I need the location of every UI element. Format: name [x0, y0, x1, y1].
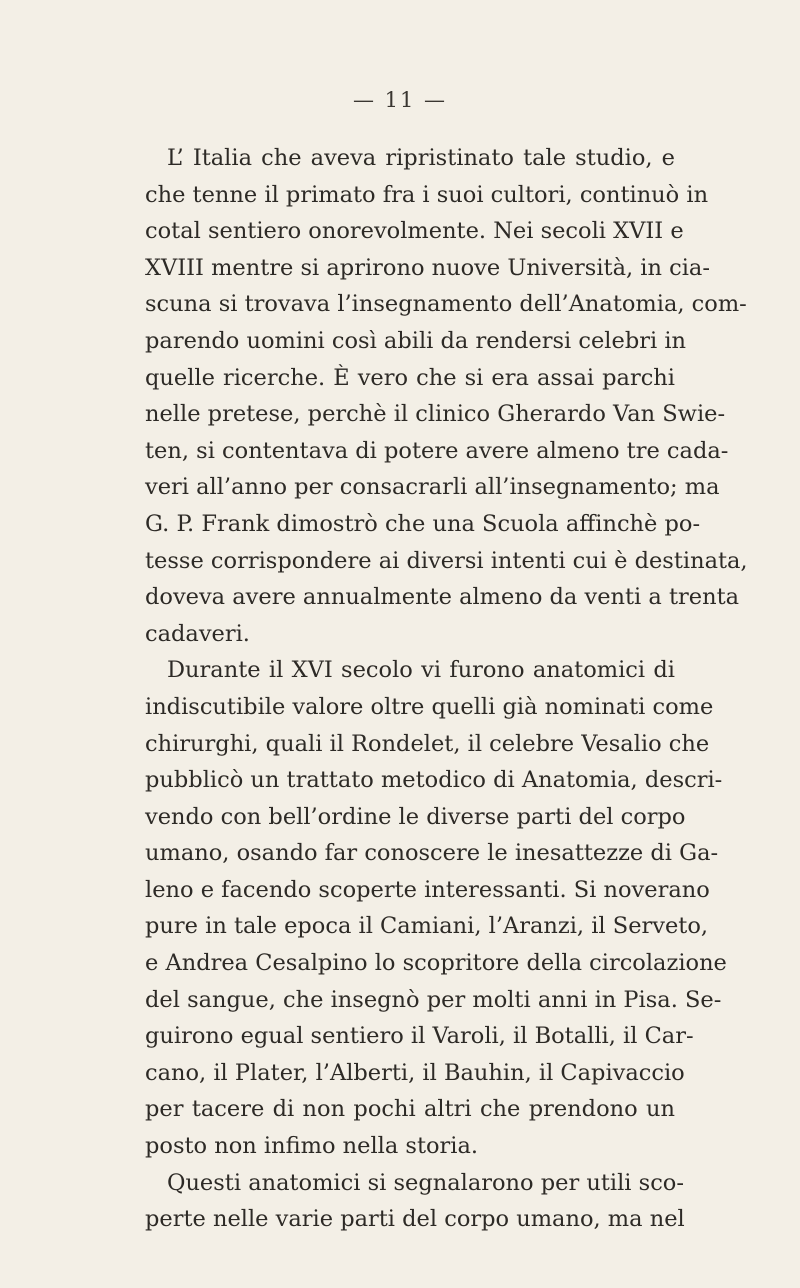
- text-line: ten, si contentava di potere avere almeno tre cada-: [145, 437, 729, 464]
- text-line: perte nelle varie parti del corpo umano, ma nel: [145, 1206, 685, 1233]
- text-line: guirono egual sentiero il Varoli, il Botalli, il Car-: [145, 1023, 694, 1050]
- text-line: cano, il Plater, l’Alberti, il Bauhin, il Capivaccio: [145, 1059, 685, 1086]
- text-line: che tenne il primato fra i suoi cultori, continuò in: [145, 181, 709, 208]
- text-line: G. P. Frank dimostrò che una Scuola affinchè po-: [145, 510, 701, 537]
- text-line: leno e facendo scoperte interessanti. Si noverano: [145, 876, 710, 903]
- text-line: doveva avere annualmente almeno da venti a trenta: [145, 584, 740, 611]
- text-line: veri all’anno per consacrarli all’insegnamento; ma: [145, 474, 720, 501]
- text-line: indiscutibile valore oltre quelli già nominati come: [145, 693, 714, 720]
- text-line: quelle ricerche. È vero che si era assai parchi: [145, 364, 675, 391]
- text-line: parendo uomini così abili da rendersi celebri in: [145, 327, 687, 354]
- text-line: pubblicò un trattato metodico di Anatomia, descri-: [145, 767, 723, 794]
- text-line: scuna si trovava l’insegnamento dell’Anatomia, com-: [145, 291, 747, 318]
- text-line: posto non infimo nella storia.: [145, 1133, 479, 1160]
- text-line: del sangue, che insegnò per molti anni in Pisa. Se-: [145, 986, 722, 1013]
- text-line: L’ Italia che aveva ripristinato tale studio, e: [167, 145, 675, 171]
- text-line: Questi anatomici si segnalarono per utili sco-: [167, 1169, 684, 1196]
- text-line: e Andrea Cesalpino lo scopritore della circolazione: [145, 950, 727, 977]
- text-line: umano, osando far conoscere le inesattezze di Ga-: [145, 840, 719, 867]
- text-line: vendo con bell’ordine le diverse parti del corpo: [145, 803, 686, 830]
- text-line: chirurghi, quali il Rondelet, il celebre Vesalio che: [145, 730, 710, 757]
- text-line: cotal sentiero onorevolmente. Nei secoli XVII e: [145, 218, 684, 245]
- text-line: tesse corrispondere ai diversi intenti cui è destinata,: [145, 547, 748, 574]
- text-line: per tacere di non pochi altri che prendono un: [145, 1096, 675, 1123]
- body-text: [145, 140, 748, 1238]
- text-line: XVIII mentre si aprirono nuove Università, in cia-: [145, 254, 710, 281]
- text-line: nelle pretese, perchè il clinico Gherardo Van Swie-: [145, 401, 726, 428]
- page-number: — 11 —: [352, 88, 448, 112]
- text-line: pure in tale epoca il Camiani, l’Aranzi, il Serveto,: [145, 913, 709, 940]
- text-line: Durante il XVI secolo vi furono anatomici di: [167, 657, 675, 684]
- text-line: cadaveri.: [145, 620, 250, 647]
